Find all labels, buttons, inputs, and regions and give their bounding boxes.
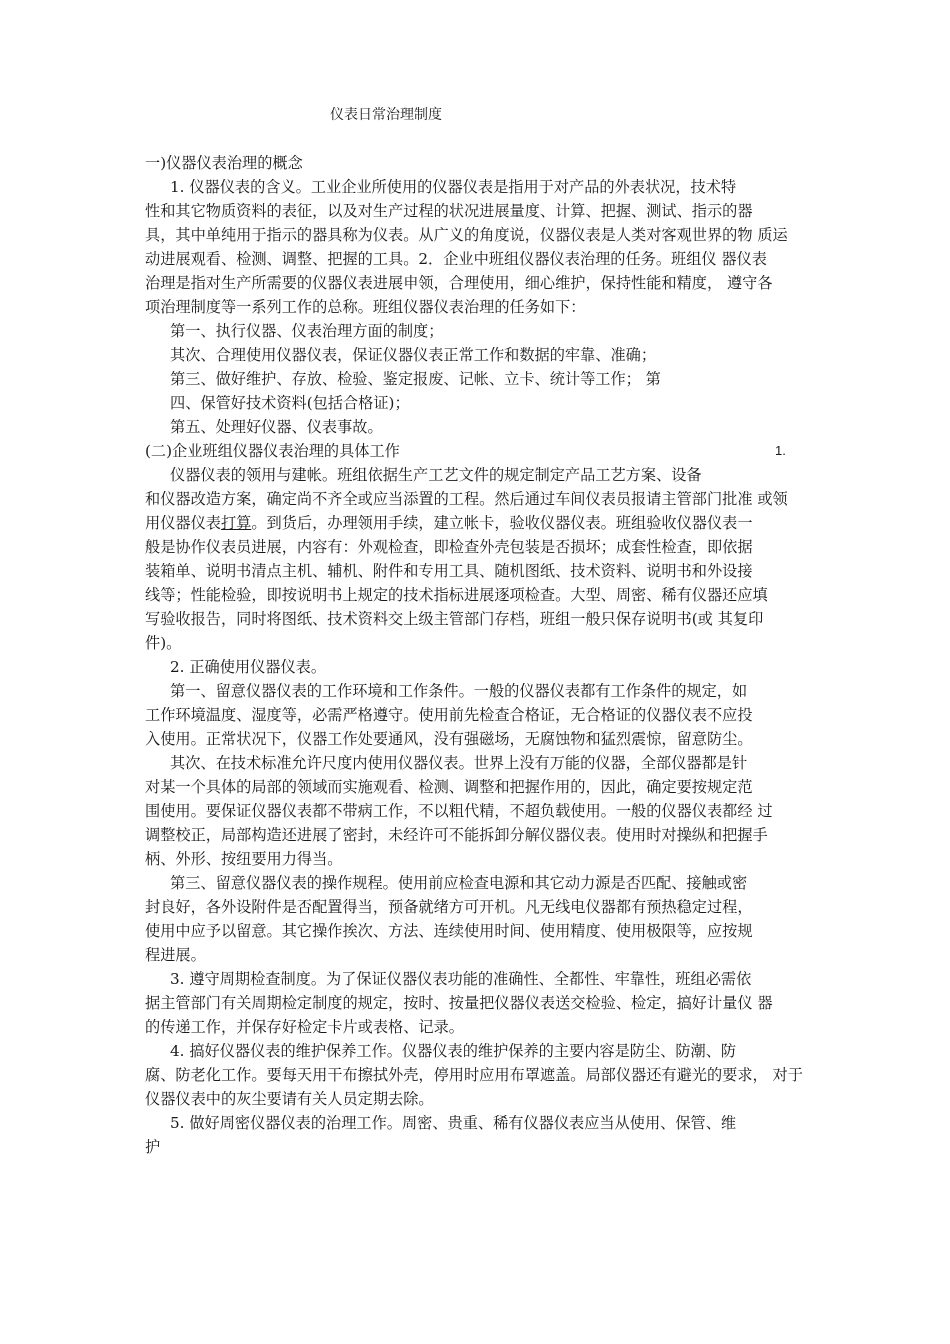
paragraph-line: 治理是指对生产所需要的仪器仪表进展申领，合理使用，细心维护，保持性能和精度， 遵守各 bbox=[145, 274, 773, 292]
paragraph-line: 使用中应予以留意。其它操作挨次、方法、连续使用时间、使用精度、使用极限等，应按规 bbox=[145, 922, 753, 940]
list-item: 四、保管好技术资料(包括合格证)； bbox=[170, 394, 410, 412]
paragraph-line: 线等；性能检验，即按说明书上规定的技术指标进展逐项检查。大型、周密、稀有仪器还应填 bbox=[145, 586, 768, 604]
paragraph-line: 装箱单、说明书清点主机、辅机、附件和专用工具、随机图纸、技术资料、说明书和外设接 bbox=[145, 562, 753, 580]
paragraph-line: 工作环境温度、湿度等，必需严格遵守。使用前先检查合格证，无合格证的仪器仪表不应投 bbox=[145, 706, 753, 724]
paragraph-line: 仪器仪表中的灰尘要请有关人员定期去除。 bbox=[145, 1090, 434, 1108]
paragraph-line: 仪器仪表的领用与建帐。班组依据生产工艺文件的规定制定产品工艺方案、设备 bbox=[170, 466, 702, 484]
paragraph-line: 腐、防老化工作。要每天用干布擦拭外壳，停用时应用布罩遮盖。局部仪器还有避光的要求， 对于 bbox=[145, 1066, 803, 1084]
paragraph-line: 3. 遵守周期检查制度。为了保证仪器仪表功能的准确性、全都性、牢靠性，班组必需依 bbox=[170, 970, 752, 988]
paragraph-line: 动进展观看、检测、调整、把握的工具。2．企业中班组仪器仪表治理的任务。班组仪 器仪表 bbox=[145, 250, 767, 268]
paragraph-line: 具，其中单纯用于指示的器具称为仪表。从广义的角度说，仪器仪表是人类对客观世界的物 质运 bbox=[145, 226, 788, 244]
paragraph-line: 第一、留意仪器仪表的工作环境和工作条件。一般的仪器仪表都有工作条件的规定，如 bbox=[170, 682, 748, 700]
paragraph-line: 写验收报告，同时将图纸、技术资料交上级主管部门存档，班组一般只保存说明书(或 其复印 bbox=[145, 610, 764, 628]
list-item: 其次、合理使用仪器仪表，保证仪器仪表正常工作和数据的牢靠、准确； bbox=[170, 346, 656, 364]
paragraph-line: 性和其它物质资料的表征，以及对生产过程的状况进展量度、计算、把握、测试、指示的器 bbox=[145, 202, 753, 220]
underlined-word: 打算 bbox=[220, 514, 252, 532]
paragraph-line: 4. 搞好仪器仪表的维护保养工作。仪器仪表的维护保养的主要内容是防尘、防潮、防 bbox=[170, 1042, 737, 1060]
paragraph-line: 1. 仪器仪表的含义。工业企业所使用的仪器仪表是指用于对产品的外表状况，技术特 bbox=[170, 178, 737, 196]
paragraph-line: 其次、在技术标准允许尺度内使用仪器仪表。世界上没有万能的仪器，全部仪器都是针 bbox=[170, 754, 748, 772]
text-segment: 。到货后，办理领用手续，建立帐卡，验收仪器仪表。班组验收仪器仪表一 bbox=[251, 514, 753, 532]
paragraph-line: 护 bbox=[145, 1138, 161, 1156]
paragraph-line: 程进展。 bbox=[145, 946, 206, 964]
text-segment: 用仪器仪表 bbox=[145, 514, 221, 532]
paragraph-line: 调整校正，局部构造还进展了密封，未经许可不能拆卸分解仪器仪表。使用时对操纵和把握手 bbox=[145, 826, 768, 844]
paragraph-line: 项治理制度等一系列工作的总称。班组仪器仪表治理的任务如下： bbox=[145, 298, 586, 316]
list-item: 第三、做好维护、存放、检验、鉴定报废、记帐、立卡、统计等工作； 第 bbox=[170, 370, 661, 388]
paragraph-line: 据主管部门有关周期检定制度的规定，按时、按量把仪器仪表送交检验、检定，搞好计量仪 器 bbox=[145, 994, 773, 1012]
paragraph-line: 5. 做好周密仪器仪表的治理工作。周密、贵重、稀有仪器仪表应当从使用、保管、维 bbox=[170, 1114, 737, 1132]
list-item: 第一、执行仪器、仪表治理方面的制度； bbox=[170, 322, 444, 340]
subheading: 2. 正确使用仪器仪表。 bbox=[170, 658, 327, 676]
paragraph-line: 封良好，各外设附件是否配置得当，预备就绪方可开机。凡无线电仪器都有预热稳定过程， bbox=[145, 898, 753, 916]
section-heading-2: (二)企业班组仪器仪表治理的具体工作 bbox=[145, 442, 400, 460]
paragraph-line: 围使用。要保证仪器仪表都不带病工作，不以粗代精，不超负载使用。一般的仪器仪表都经 过 bbox=[145, 802, 773, 820]
section-heading-1: 一)仪器仪表治理的概念 bbox=[145, 154, 303, 172]
item-number: 1. bbox=[775, 443, 786, 458]
paragraph-line: 柄、外形、按纽要用力得当。 bbox=[145, 850, 343, 868]
paragraph-line bbox=[145, 513, 753, 533]
paragraph-line: 件)。 bbox=[145, 634, 182, 652]
paragraph-line: 和仪器改造方案，确定尚不齐全或应当添置的工程。然后通过车间仪表员报请主管部门批准 或领 bbox=[145, 490, 788, 508]
paragraph-line: 般是协作仪表员进展，内容有：外观检查，即检查外壳包装是否损坏；成套性检查，即依据 bbox=[145, 538, 753, 556]
list-item: 第五、处理好仪器、仪表事故。 bbox=[170, 418, 383, 436]
paragraph-line: 对某一个具体的局部的领域而实施观看、检测、调整和把握作用的，因此，确定要按规定范 bbox=[145, 778, 753, 796]
document-title: 仪表日常治理制度 bbox=[330, 107, 442, 123]
paragraph-line: 入使用。正常状况下，仪器工作处要通风，没有强磁场，无腐蚀物和猛烈震惊，留意防尘。 bbox=[145, 730, 753, 748]
paragraph-line: 第三、留意仪器仪表的操作规程。使用前应检查电源和其它动力源是否匹配、接触或密 bbox=[170, 874, 748, 892]
paragraph-line: 的传递工作，并保存好检定卡片或表格、记录。 bbox=[145, 1018, 464, 1036]
